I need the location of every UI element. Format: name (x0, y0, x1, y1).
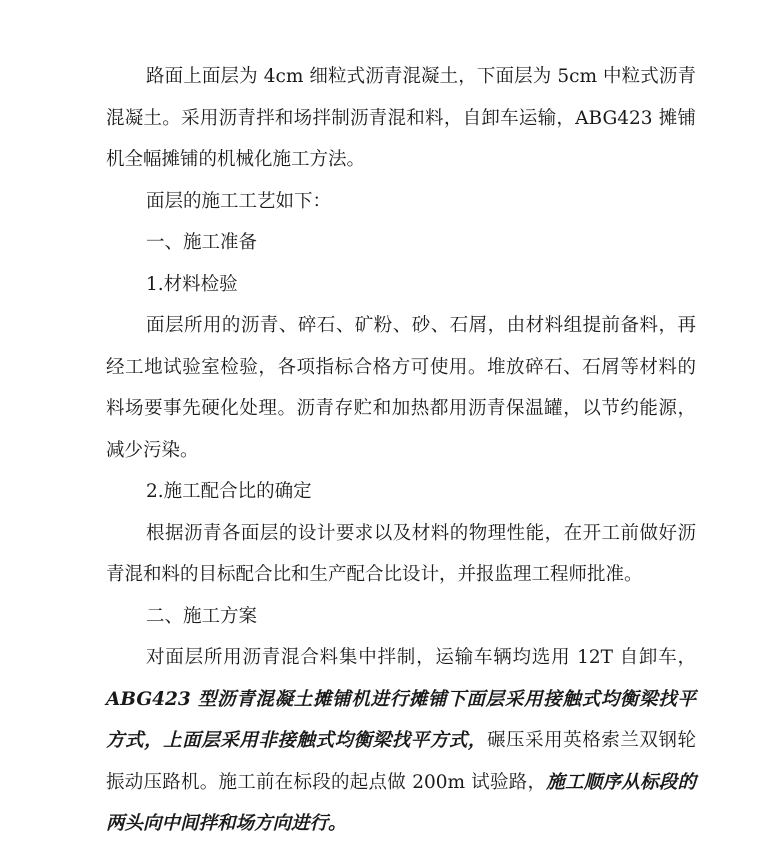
paragraph-plan (106, 637, 696, 845)
plan-text-run-1: 对面层所用沥青混合料集中拌制，运输车辆均选用 12T 自卸车， (146, 647, 696, 668)
subheading-material-inspection: 1.材料检验 (146, 273, 238, 295)
plan-text-run-3: 碾压采用英格索兰双钢轮振动压路机。施工前在标段的起点做 200m 试验路， (106, 730, 696, 793)
paragraph-intro: 路面上面层为 4cm 细粒式沥青混凝土，下面层为 5cm 中粒式沥青混凝土。采用沥青拌和场拌制沥青混和料，自卸车运输，ABG423 摊铺机全幅摊铺的机械化施工方法。 (106, 66, 696, 170)
plan-emphasis-run-4: 施工顺序从标段的两头向中间拌和场方向进行。 (106, 771, 696, 834)
section-heading-plan: 二、施工方案 (146, 605, 258, 627)
subheading-mix-ratio: 2.施工配合比的确定 (146, 481, 312, 502)
plan-emphasis-run-2: ABG423 型沥青混凝土摊铺机进行摊铺下面层采用接触式均衡梁找平方式，上面层采用非接触式均衡梁找平方式， (106, 688, 696, 751)
document-page (106, 56, 696, 845)
paragraph-mix-ratio: 根据沥青各面层的设计要求以及材料的物理性能，在开工前做好沥青混和料的目标配合比和生产配合比设计，并报监理工程师批准。 (106, 522, 696, 585)
paragraph-process-heading: 面层的施工工艺如下： (146, 190, 332, 212)
paragraph-materials: 面层所用的沥青、碎石、矿粉、砂、石屑，由材料组提前备料，再经工地试验室检验，各项指标合格方可使用。堆放碎石、石屑等材料的料场要事先硬化处理。沥青存贮和加热都用沥青保温罐，以节约能源，减少污染。 (106, 315, 696, 461)
section-heading-preparation: 一、施工准备 (146, 232, 258, 253)
